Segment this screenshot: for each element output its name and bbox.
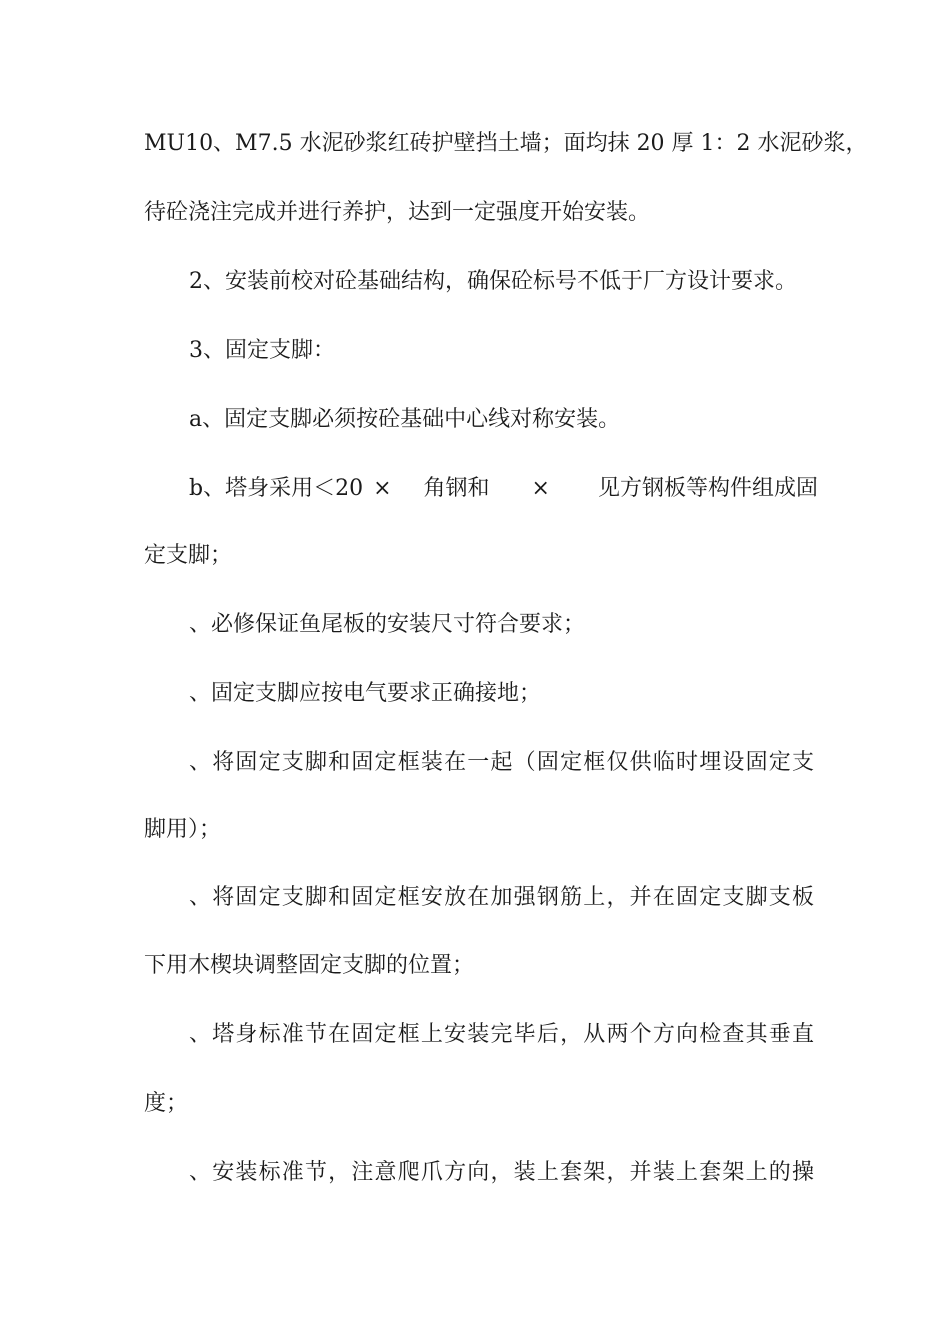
item-verticality-line: 、塔身标准节在固定框上安装完毕后，从两个方向检查其垂直 bbox=[189, 1022, 814, 1047]
paragraph-line-1: MU10、M7.5 水泥砂浆红砖护壁挡土墙；面均抹 20 厚 1：2 水泥砂浆， bbox=[144, 131, 868, 156]
item-b-angle-steel: 角钢和 bbox=[423, 476, 490, 501]
item-rebar-placement-continuation: 下用木楔块调整固定支脚的位置； bbox=[144, 953, 475, 978]
item-a-line: a、固定支脚必须按砼基础中心线对称安装。 bbox=[189, 407, 621, 432]
item-b-continuation: 定支脚； bbox=[144, 543, 233, 568]
item-b-line bbox=[189, 474, 818, 504]
item-frame-assembly-line: 、将固定支脚和固定框装在一起（固定框仅供临时埋设固定支 bbox=[189, 750, 814, 775]
times-sign-2: × bbox=[531, 476, 550, 501]
item-standard-section-line: 、安装标准节，注意爬爪方向，装上套架，并装上套架上的操 bbox=[189, 1160, 814, 1185]
item-frame-assembly-continuation: 脚用）； bbox=[144, 817, 222, 842]
item-2-line: 2、安装前校对砼基础结构，确保砼标号不低于厂方设计要求。 bbox=[189, 269, 797, 294]
item-verticality-continuation: 度； bbox=[144, 1091, 189, 1116]
item-b-suffix: 见方钢板等构件组成固 bbox=[597, 476, 818, 501]
item-b-prefix: b、塔身采用＜20 bbox=[189, 476, 364, 501]
item-grounding-line: 、固定支脚应按电气要求正确接地； bbox=[189, 681, 542, 706]
paragraph-line-2: 待砼浇注完成并进行养护，达到一定强度开始安装。 bbox=[144, 200, 651, 225]
item-rebar-placement-line: 、将固定支脚和固定框安放在加强钢筋上，并在固定支脚支板 bbox=[189, 885, 814, 910]
item-3-heading: 3、固定支脚： bbox=[189, 338, 335, 363]
item-fishplate-line: 、必修保证鱼尾板的安装尺寸符合要求； bbox=[189, 612, 586, 637]
times-sign-1: × bbox=[373, 476, 392, 501]
